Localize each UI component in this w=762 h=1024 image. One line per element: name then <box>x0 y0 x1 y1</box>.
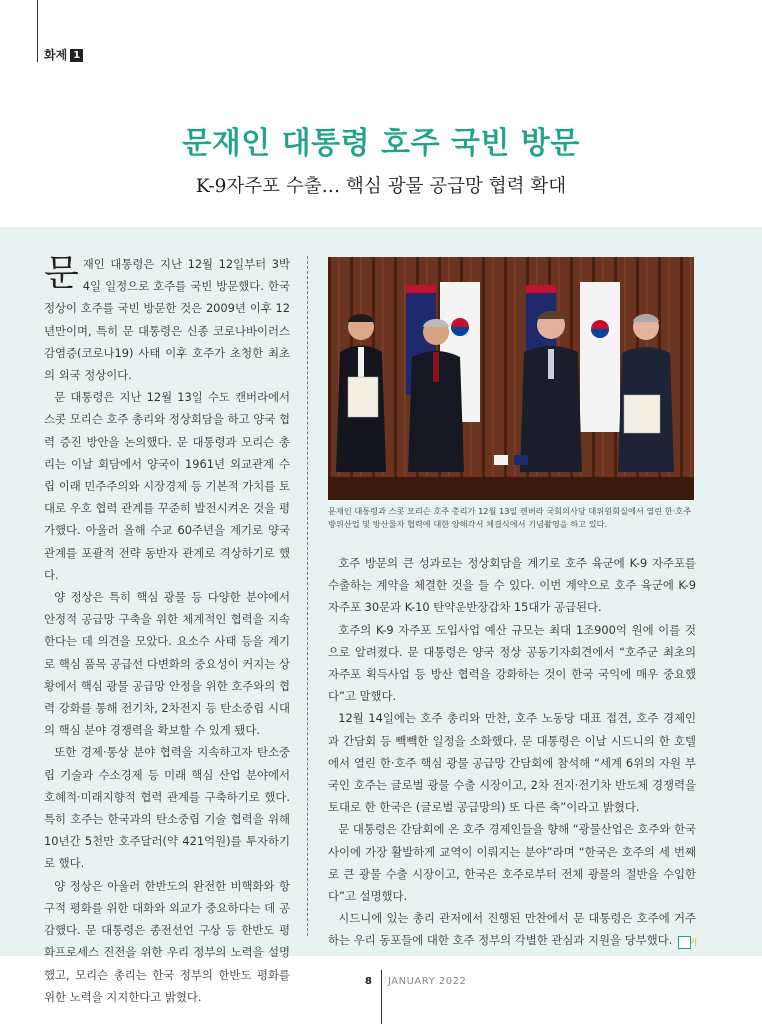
paragraph: 문 대통령은 간담회에 온 호주 경제인들을 향해 “광물산업은 호주와 한국 사이에 가장 활발하게 교역이 이뤄지는 분야”라며 “한국은 호주의 세 번째로 큰 광물 수출 시장이고, 한국은 호주로부터 전체 광물의 절반을 수입한다”고 설명했다. <box>328 822 696 904</box>
left-column <box>44 253 290 1008</box>
article-subtitle: K-9자주포 수출… 핵심 광물 공급망 협력 확대 <box>195 176 567 197</box>
article-photo <box>328 257 694 500</box>
paragraph-text: 재인 대통령은 지난 12월 12일부터 3박 4일 일정으로 호주를 국빈 방문했다. 한국 정상이 호주를 국빈 방문한 것은 2009년 이후 12년만이며, 특히 문 대통령은 신종 코로나바이러스 감염증(코로나19) 사태 이후 호주가 초청한 최초의 외국 정상이다. <box>44 257 290 383</box>
footer-rule <box>381 970 382 1024</box>
article-title: 문재인 대통령 호주 국빈 방문 <box>182 126 580 161</box>
paragraph: 문 대통령은 지난 12월 13일 수도 캔버라에서 스콧 모리슨 호주 총리와 정상회담을 하고 양국 협력 증진 방안을 논의했다. 문 대통령과 모리슨 총리는 이날 회담에서 양국이 1961년 외교관계 수립 이래 민주주의와 시장경제 등 기본적 가치를 토대로 우호 협력 관계를 꾸준히 발전시켜온 것을 평가했다. 아울러 올해 수교 60주년을 계기로 양국 관계를 포괄적 전략 동반자 관계로 격상하기로 했다. <box>44 390 290 582</box>
desk-flag-australia <box>514 455 528 465</box>
dropcap: 문 <box>44 253 79 294</box>
desk-flag-korea <box>494 455 508 465</box>
paragraph <box>328 907 696 951</box>
paragraph: 호주의 K-9 자주포 도입사업 예산 규모는 최대 1조900억 원에 이를 것으로 알려졌다. 문 대통령은 양국 정상 공동기자회견에서 “호주군 최초의 자주포 획득사업 등 방산 협력을 강화하는 것이 한국 국익에 매우 중요했다”고 말했다. <box>328 622 696 704</box>
paragraph: 양 정상은 아울러 한반도의 완전한 비핵화와 항구적 평화를 위한 대화와 외교가 중요하다는 데 공감했다. 문 대통령은 종전선언 구상 등 한반도 평화프로세스 진전을 위한 우리 정부의 노력을 설명했고, 모리슨 총리는 한국 정부의 한반도 평화를 위한 노력을 지지한다고 밝혔다. <box>44 878 290 1004</box>
paragraph: 또한 경제·통상 분야 협력을 지속하고자 탄소중립 기술과 수소경제 등 미래 핵심 산업 분야에서 호혜적·미래지향적 협력 관계를 구축하기로 했다. 특히 호주는 한국과의 탄소중립 기술 협력을 위해 10년간 5천만 호주달러(약 421억원)를 투자하기로 했다. <box>44 745 290 871</box>
right-column <box>328 552 696 952</box>
section-label-text: 화제 <box>44 48 68 62</box>
paragraph: 양 정상은 특히 핵심 광물 등 다양한 분야에서 안정적 공급망 구축을 위한 체계적인 협력을 지속한다는 데 의견을 모았다. 요소수 사태 등을 계기로 핵심 품목 공급선 다변화의 중요성이 커지는 상황에서 핵심 광물 공급망 안정을 위한 호주와의 협력 강화를 통해 전기차, 2차전지 등 탄소중립 시대의 핵심 분야 경쟁력을 확보할 수 있게 됐다. <box>44 590 290 738</box>
issue-date: JANUARY 2022 <box>388 976 467 987</box>
column-divider <box>307 256 308 936</box>
page-number: 8 <box>365 976 372 987</box>
photo-caption: 문재인 대통령과 스콧 모리슨 호주 총리가 12월 13일 캔버라 국회의사당 대위원회실에서 열린 한·호주 방위산업 및 방산물자 협력에 대한 양해각서 체결식에서 기념촬영을 하고 있다. <box>328 506 692 529</box>
paragraph <box>44 253 290 386</box>
signing-table <box>328 477 694 500</box>
section-number-badge: 1 <box>70 49 83 62</box>
paragraph-text: 시드니에 있는 총리 관저에서 진행된 만찬에서 문 대통령은 호주에 거주하는 우리 동포들에 대한 호주 정부의 각별한 관심과 지원을 당부했다. <box>328 911 696 948</box>
paragraph: 호주 방문의 큰 성과로는 정상회담을 계기로 호주 육군에 K-9 자주포를 수출하는 계약을 체결한 것을 들 수 있다. 이번 계약으로 호주 육군에 K-9 자주포 30문과 K-10 탄약운반장갑차 15대가 공급된다. <box>328 556 696 615</box>
paragraph: 12월 14일에는 호주 총리와 만찬, 호주 노동당 대표 접견, 호주 경제인과 간담회 등 빽빽한 일정을 소화했다. 문 대통령은 이날 시드니의 한 호텔에서 열린 한·호주 핵심 광물 공급망 간담회에 참석해 “세계 6위의 자원 부국인 호주는 글로벌 광물 수출 시장이고, 2차 전지·전기차 반도체 경쟁력을 토대로 한 한국은 (글로벌 공급망의) 또 다른 축”이라고 밝혔다. <box>328 711 696 815</box>
header-rule <box>37 0 38 62</box>
end-mark-icon: 기 <box>678 936 691 949</box>
section-label <box>44 46 83 63</box>
photo-illustration <box>328 257 694 500</box>
